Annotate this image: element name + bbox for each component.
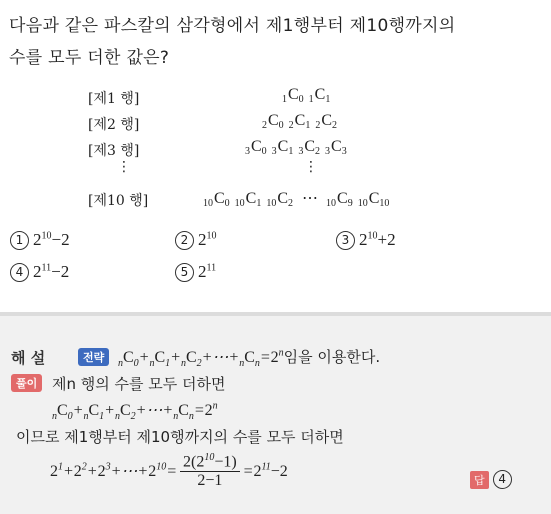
question-line-1: 다음과 같은 파스칼의 삼각형에서 제1행부터 제10행까지의 (9, 16, 456, 36)
choice-base: 2 (198, 262, 207, 281)
strategy-formula: $_nC_0+_nC_1+_nC_2+\cdots+_nC_n=2^n$임을 이용한다. (118, 347, 381, 370)
choice-number: 5 (175, 263, 194, 282)
choice-base: 2 (359, 230, 368, 249)
choice-number: 1 (10, 231, 29, 250)
choice-2[interactable] (175, 230, 217, 250)
vdots-right: ⋮ (304, 159, 318, 175)
row-1-terms: $_1C_0$ $_1C_1$ (282, 86, 331, 105)
solution-line-3: 이므로 제1행부터 제10행까지의 수를 모두 더하면 (16, 428, 344, 446)
row-label-1: [제1 행] (88, 91, 140, 107)
strategy-suffix: 임을 이용한다. (283, 348, 381, 366)
choice-base: 2 (33, 230, 42, 249)
row-label-3: [제3 행] (88, 143, 140, 159)
choice-rest: +2 (377, 230, 396, 249)
choice-5[interactable] (175, 262, 216, 282)
solution-header: 해 설 (11, 349, 46, 367)
solution-line-1: 제n 행의 수를 모두 더하면 (52, 375, 226, 393)
choice-rest: −2 (51, 262, 70, 281)
choice-exp: 11 (206, 262, 217, 274)
answer (470, 470, 516, 489)
choice-4[interactable] (10, 262, 69, 282)
choice-rest: −2 (51, 230, 70, 249)
row-label-10: [제10 행] (88, 193, 149, 209)
choice-exp: 10 (367, 230, 378, 242)
final-computation: $2^1+2^2+2^3+\cdots+2^{10}=$ $\frac{2(2^{10}-1)}{2-1}$ $=2^{11}-2$ (50, 452, 288, 490)
question-line-2: 수를 모두 더한 값은? (9, 48, 170, 68)
choice-exp: 10 (206, 230, 217, 242)
strategy-tag: 전략 (78, 348, 109, 366)
row-2-terms: $_2C_0$ $_2C_1$ $_2C_2$ (262, 112, 338, 131)
answer-number: 4 (493, 470, 512, 489)
choice-exp: 11 (41, 262, 52, 274)
choice-base: 2 (198, 230, 207, 249)
row-label-2: [제2 행] (88, 117, 140, 133)
choice-number: 4 (10, 263, 29, 282)
choice-exp: 10 (41, 230, 52, 242)
choice-base: 2 (33, 262, 42, 281)
vdots-left: ⋮ (117, 159, 131, 175)
solution-tag: 풀이 (11, 374, 42, 392)
choice-number: 3 (336, 231, 355, 250)
answer-tag: 답 (470, 471, 489, 489)
row-10-terms: $_{10}C_0$ $_{10}C_1$ $_{10}C_2$ ⋯ $_{10}C_9$ $_{10}C_{10}$ (203, 190, 390, 209)
sum-formula: $_nC_0+_nC_1+_nC_2+\cdots+_nC_n=2^n$ (52, 400, 218, 423)
choice-1[interactable] (10, 230, 70, 250)
choice-number: 2 (175, 231, 194, 250)
choice-3[interactable] (336, 230, 396, 250)
row-3-terms: $_3C_0$ $_3C_1$ $_3C_2$ $_3C_3$ (245, 138, 347, 157)
